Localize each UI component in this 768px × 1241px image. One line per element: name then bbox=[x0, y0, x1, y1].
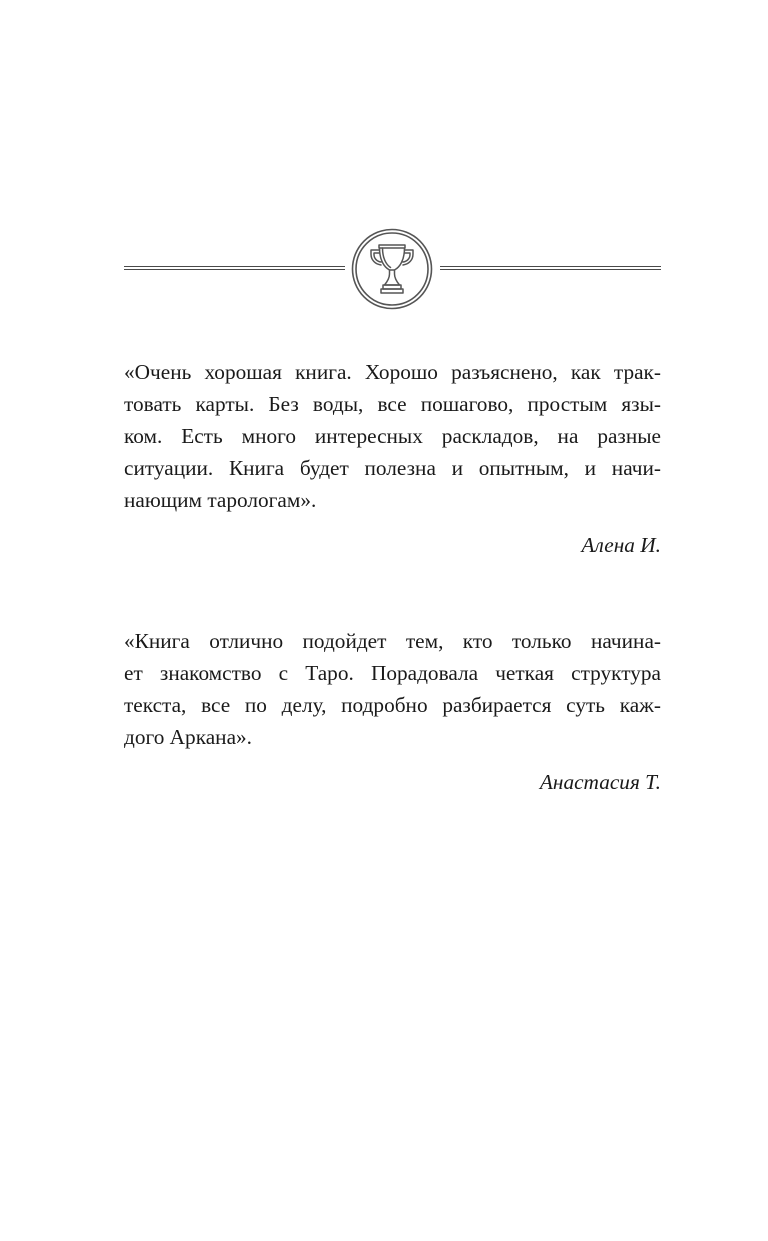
divider-rule-left bbox=[124, 266, 345, 270]
review-quote-1 bbox=[124, 356, 661, 516]
trophy-icon bbox=[351, 228, 433, 310]
trophy-emblem bbox=[351, 228, 433, 310]
quote-line: товать карты. Без воды, все пошагово, простым язы- bbox=[124, 392, 661, 416]
quote-line: дого Аркана». bbox=[124, 725, 252, 749]
review-quote-2 bbox=[124, 625, 661, 753]
quote-line: ситуации. Книга будет полезна и опытным, и начи- bbox=[124, 456, 661, 480]
review-author-1: Алена И. bbox=[581, 533, 661, 557]
quote-line: «Книга отлично подойдет тем, кто только начина- bbox=[124, 629, 661, 653]
quote-line: ком. Есть много интересных раскладов, на разные bbox=[124, 424, 661, 448]
divider-rule-right bbox=[440, 266, 661, 270]
review-author-2: Анастасия Т. bbox=[539, 770, 661, 794]
quote-line: нающим тарологам». bbox=[124, 488, 317, 512]
section-divider bbox=[124, 228, 661, 310]
quote-line: текста, все по делу, подробно разбирается суть каж- bbox=[124, 693, 661, 717]
quote-line: ет знакомство с Таро. Порадовала четкая структура bbox=[124, 661, 661, 685]
quote-line: «Очень хорошая книга. Хорошо разъяснено, как трак- bbox=[124, 360, 661, 384]
